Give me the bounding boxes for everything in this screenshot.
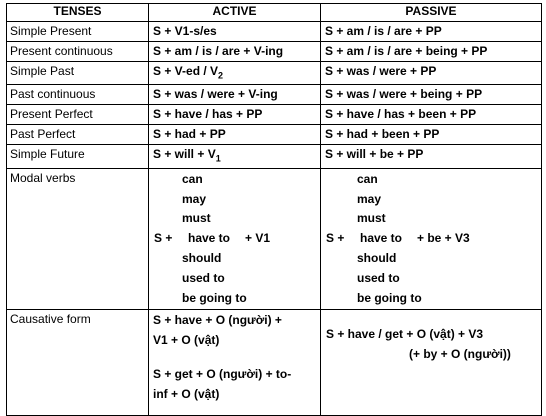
table-row <box>7 22 542 42</box>
active-modal-should: should <box>182 250 222 265</box>
active-modal-tail: + V1 <box>245 230 271 245</box>
passive-causative-line1: S + have / get + O (vật) + V3 <box>326 326 484 341</box>
tense-present-continuous: Present continuous <box>7 42 149 62</box>
passive-causative-cell <box>321 309 542 415</box>
passive-modal-used-to: used to <box>357 270 400 285</box>
tense-past-perfect: Past Perfect <box>7 125 149 145</box>
grammar-table <box>6 3 542 416</box>
active-present-perfect: S + have / has + PP <box>149 105 321 125</box>
tense-simple-past: Simple Past <box>7 62 149 85</box>
causative-row <box>7 309 542 415</box>
table-row <box>7 105 542 125</box>
tense-simple-future: Simple Future <box>7 145 149 168</box>
active-simple-past-subscript: 2 <box>218 70 224 81</box>
active-causative-line3: S + get + O (người) + to- <box>153 366 292 381</box>
active-modal-must: must <box>182 210 211 225</box>
passive-causative-line2: (+ by + O (người)) <box>409 346 511 361</box>
active-modal-may: may <box>182 191 207 206</box>
passive-modal-tail: + be + V3 <box>417 230 470 245</box>
active-modal-be-going-to: be going to <box>182 290 247 305</box>
passive-modal-should: should <box>357 250 397 265</box>
passive-modal-be-going-to: be going to <box>357 290 422 305</box>
active-past-perfect: S + had + PP <box>149 125 321 145</box>
modal-row <box>7 168 542 309</box>
header-tenses: TENSES <box>7 4 149 22</box>
active-simple-future-formula: S + will + V <box>153 147 216 162</box>
table-row <box>7 42 542 62</box>
active-simple-past <box>149 62 321 85</box>
passive-modal-subject: S + <box>326 230 345 245</box>
active-modal-have-to: have to <box>188 230 231 245</box>
passive-modal-can: can <box>357 171 378 186</box>
active-simple-future <box>149 145 321 168</box>
table-row <box>7 145 542 168</box>
passive-past-perfect: S + had + been + PP <box>321 125 542 145</box>
tense-present-perfect: Present Perfect <box>7 105 149 125</box>
active-causative-line4: inf + O (vật) <box>153 386 220 401</box>
tense-past-continuous: Past continuous <box>7 85 149 105</box>
header-row <box>7 4 542 22</box>
passive-simple-future: S + will + be + PP <box>321 145 542 168</box>
table-row <box>7 125 542 145</box>
passive-modal-have-to: have to <box>360 230 403 245</box>
passive-modal-cell <box>321 168 542 309</box>
tense-simple-present: Simple Present <box>7 22 149 42</box>
tense-causative-form: Causative form <box>7 309 149 415</box>
passive-modal-must: must <box>357 210 386 225</box>
active-causative-cell <box>149 309 321 415</box>
active-simple-present: S + V1-s/es <box>149 22 321 42</box>
passive-present-perfect: S + have / has + been + PP <box>321 105 542 125</box>
active-modal-subject: S + <box>154 230 173 245</box>
active-causative-line2: V1 + O (vật) <box>153 332 220 347</box>
active-simple-future-subscript: 1 <box>215 153 221 164</box>
passive-modal-may: may <box>357 191 382 206</box>
active-modal-cell <box>149 168 321 309</box>
active-causative-line1: S + have + O (người) + <box>153 312 282 327</box>
active-modal-can: can <box>182 171 203 186</box>
header-active: ACTIVE <box>149 4 321 22</box>
passive-simple-present: S + am / is / are + PP <box>321 22 542 42</box>
table-row <box>7 85 542 105</box>
passive-present-continuous: S + am / is / are + being + PP <box>321 42 542 62</box>
passive-past-continuous: S + was / were + being + PP <box>321 85 542 105</box>
tense-modal-verbs: Modal verbs <box>7 168 149 309</box>
active-past-continuous: S + was / were + V-ing <box>149 85 321 105</box>
table-row <box>7 62 542 85</box>
passive-simple-past: S + was / were + PP <box>321 62 542 85</box>
active-simple-past-formula: S + V-ed / V <box>153 64 219 78</box>
active-modal-used-to: used to <box>182 270 225 285</box>
active-present-continuous: S + am / is / are + V-ing <box>149 42 321 62</box>
header-passive: PASSIVE <box>321 4 542 22</box>
